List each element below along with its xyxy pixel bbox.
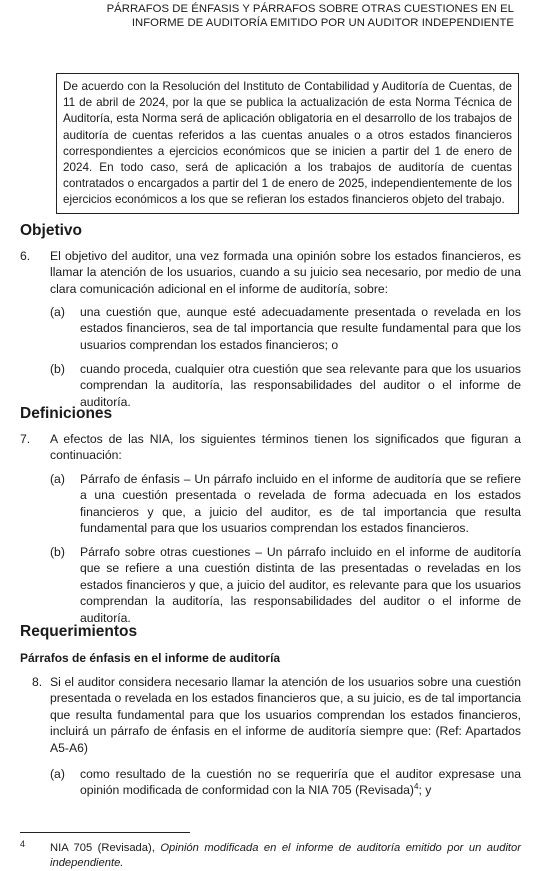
running-header-line-1: PÁRRAFOS DE ÉNFASIS Y PÁRRAFOS SOBRE OTRAS CUESTIONES EN EL [106, 3, 514, 15]
paragraph-number-7: 7. [20, 432, 31, 446]
footnote-title: Opinión modificada en el informe de auditoría emitido por un auditor independiente. [50, 842, 521, 869]
footnote-reference-4: 4 [414, 782, 419, 792]
item-8a-end: ; y [418, 783, 432, 798]
subsection-title-enfasis: Párrafos de énfasis en el informe de auditoría [20, 651, 281, 665]
paragraph-6: El objetivo del auditor, una vez formada una opinión sobre los estados financieros, es llamar la atención de los usuarios, cuando a su juicio sea necesario, por medio de una clara comunicación adicional en el informe de auditoría, sobre: [50, 249, 521, 296]
footnote-separator [20, 832, 190, 833]
section-title-objetivo: Objetivo [20, 222, 83, 239]
footnote-text: NIA 705 (Revisada), [50, 842, 161, 854]
section-title-requerimientos: Requerimientos [20, 623, 138, 640]
paragraph-8: Si el auditor considera necesario llamar la atención de los usuarios sobre una cuestión presentada o revelada en los estados financieros que, a su juicio, es de tal importancia que resulta fundamental para que los usuarios comprendan los estados financieros, incluirá un párrafo de énfasis en el informe de auditoría siempre que: (Ref: Apartados A5-A6) [50, 675, 521, 755]
section-title-definiciones: Definiciones [20, 405, 113, 422]
item-7b: Párrafo sobre otras cuestiones – Un párrafo incluido en el informe de auditoría que se refiere a una cuestión distinta de las presentadas o reveladas en los estados financieros y que, a juicio del auditor, es relevante para que los usuarios comprendan la auditoría, las responsabilidades del auditor o el informe de auditoría. [80, 545, 521, 625]
item-8a [80, 766, 521, 799]
item-6b: cuando proceda, cualquier otra cuestión que sea relevante para que los usuarios comprendan la auditoría, las responsabilidades del auditor o el informe de auditoría. [80, 362, 521, 409]
paragraph-number-8: 8. [32, 675, 43, 689]
item-label-8a: (a) [50, 767, 65, 781]
applicability-note-box: De acuerdo con la Resolución del Instituto de Contabilidad y Auditoría de Cuentas, de 11 de abril de 2024, por la que se publica la actualización de esta Norma Técnica de Auditoría, esta Norma será de aplicación obligatoria en el desarrollo de los trabajos de auditoría de cuentas referidos a las cuentas anuales o a otros estados financieros correspondientes a ejercicios económicos que se inicien a partir del 1 de enero de 2024. En todo caso, será de aplicación a los trabajos de auditoría de cuentas contratados o encargados a partir del 1 de enero de 2025, independientemente de los ejercicios económicos a los que se refieran los estados financieros objeto del trabajo. [56, 73, 519, 214]
item-label-6b: (b) [50, 362, 65, 376]
item-label-7b: (b) [50, 545, 65, 559]
paragraph-number-6: 6. [20, 249, 31, 263]
item-8a-text: como resultado de la cuestión no se requeriría que el auditor expresase una opinión modificada de conformidad con la NIA 705 (Revisada) [80, 767, 521, 798]
running-header [107, 3, 514, 30]
footnote-mark: 4 [20, 839, 26, 849]
item-7a: Párrafo de énfasis – Un párrafo incluido en el informe de auditoría que se refiere a una cuestión presentada o revelada de forma adecuada en los estados financieros y que, a juicio del auditor, es de tal importancia que resulta fundamental para que los usuarios comprendan los estados financieros. [80, 472, 521, 536]
item-label-7a: (a) [50, 472, 65, 486]
paragraph-7: A efectos de las NIA, los siguientes términos tienen los significados que figuran a continuación: [50, 432, 521, 463]
item-label-6a: (a) [50, 305, 65, 319]
running-header-line-2: INFORME DE AUDITORÍA EMITIDO POR UN AUDITOR INDEPENDIENTE [131, 16, 514, 29]
footnote-4 [50, 841, 521, 871]
item-6a: una cuestión que, aunque esté adecuadamente presentada o revelada en los estados financieros, sea de tal importancia que resulte fundamental para que los usuarios comprendan los estados financieros; o [80, 305, 521, 352]
